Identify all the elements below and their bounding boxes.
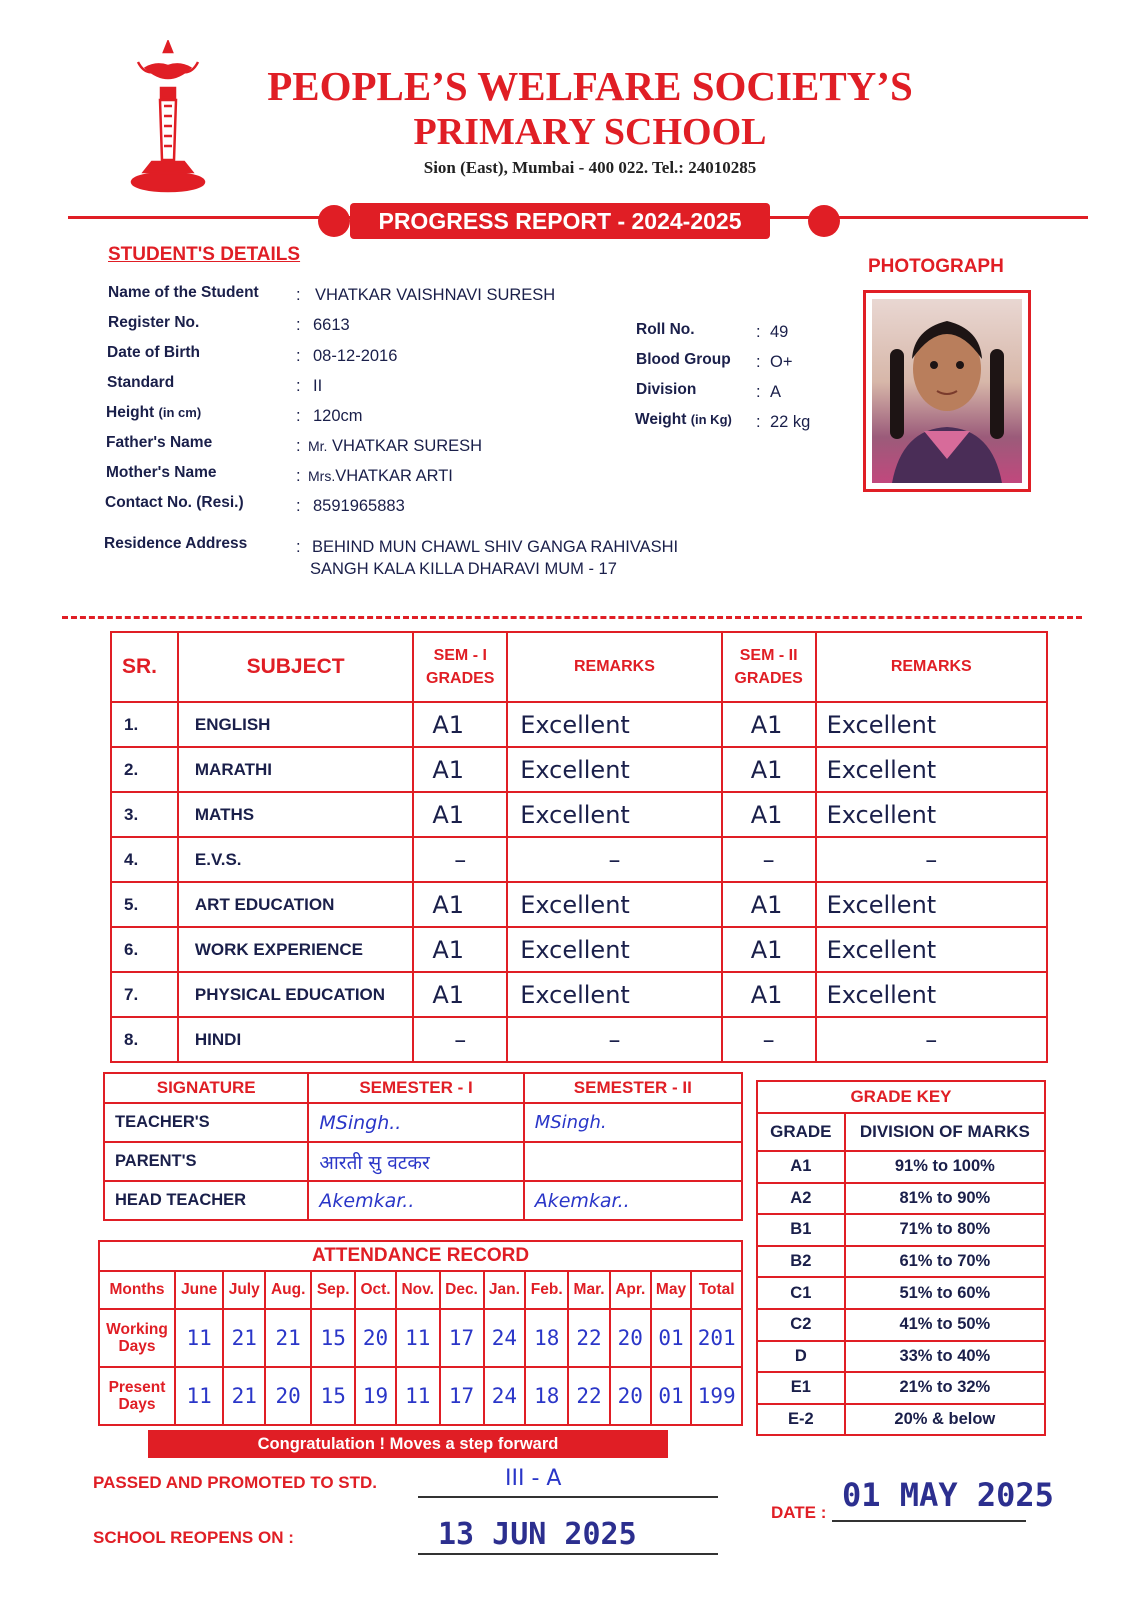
grade-key-range: 91% to 100%	[845, 1151, 1045, 1183]
father-prefix: Mr.	[308, 438, 328, 454]
present-days-value: 21	[223, 1367, 265, 1425]
month-header: June	[175, 1271, 223, 1309]
month-header: Jan.	[484, 1271, 526, 1309]
sem1-remark: Excellent	[507, 927, 722, 972]
sem1-remark: Excellent	[507, 702, 722, 747]
sem2-grade: A1	[722, 972, 816, 1017]
standard-value: II	[313, 377, 323, 395]
sem1-grade: –	[413, 837, 507, 882]
sem1-remark: –	[507, 837, 722, 882]
working-days-value: 201	[691, 1309, 742, 1367]
grade-key-table	[756, 1080, 1046, 1436]
present-days-value: 11	[175, 1367, 223, 1425]
parent-signature-sem2	[524, 1142, 742, 1181]
present-days-value: 22	[568, 1367, 610, 1425]
roll-number: 49	[770, 323, 789, 341]
subject-sr: 6.	[111, 927, 178, 972]
present-days-value: 15	[311, 1367, 355, 1425]
sem2-grade: A1	[722, 702, 816, 747]
height-colon: :	[296, 407, 301, 425]
working-days-value: 17	[440, 1309, 484, 1367]
address-line1: BEHIND MUN CHAWL SHIV GANGA RAHIVASHI	[312, 538, 679, 556]
subject-name: WORK EXPERIENCE	[178, 927, 413, 972]
height-label-text: Height	[106, 404, 155, 421]
banner-right-dot	[808, 205, 840, 237]
subject-sr: 4.	[111, 837, 178, 882]
attendance-title: ATTENDANCE RECORD	[99, 1241, 742, 1271]
school-name-line1: PEOPLE’S WELFARE SOCIETY’S	[267, 63, 913, 109]
working-days-value: 21	[265, 1309, 311, 1367]
division-colon: :	[756, 383, 761, 401]
sig-header-signature: SIGNATURE	[104, 1073, 308, 1103]
grade-key-range: 71% to 80%	[845, 1214, 1045, 1246]
month-header: July	[223, 1271, 265, 1309]
header-sem1-remarks: REMARKS	[507, 632, 722, 702]
division-value: A	[770, 383, 782, 401]
month-header: Nov.	[396, 1271, 440, 1309]
date-stamp: 01 MAY 2025	[842, 1476, 1054, 1514]
date-label: DATE :	[771, 1503, 827, 1522]
height-unit: (in cm)	[158, 405, 202, 420]
grade-key-row	[757, 1151, 1045, 1183]
subject-sr: 8.	[111, 1017, 178, 1062]
working-days-value: 15	[311, 1309, 355, 1367]
promoted-underline	[418, 1496, 718, 1498]
weight-label	[635, 411, 732, 429]
working-days-value: 18	[525, 1309, 568, 1367]
sem1-grade: A1	[413, 792, 507, 837]
subject-grades-table	[110, 631, 1048, 1063]
contact-number: 8591965883	[313, 497, 405, 515]
month-header: Apr.	[610, 1271, 651, 1309]
grade-key-row	[757, 1309, 1045, 1341]
student-portrait-illustration	[872, 299, 1022, 483]
sem2-grade: –	[722, 1017, 816, 1062]
working-days-value: 20	[610, 1309, 651, 1367]
grade-key-range: 41% to 50%	[845, 1309, 1045, 1341]
sem2-remark: Excellent	[816, 747, 1047, 792]
blood-colon: :	[756, 353, 761, 371]
name-colon: :	[296, 286, 301, 304]
subject-name: HINDI	[178, 1017, 413, 1062]
register-colon: :	[296, 316, 301, 334]
subject-name: ART EDUCATION	[178, 882, 413, 927]
present-days-label: Present Days	[99, 1367, 175, 1425]
subject-name: MARATHI	[178, 747, 413, 792]
subject-row	[111, 1017, 1047, 1062]
present-days-value: 11	[396, 1367, 440, 1425]
present-days-value: 01	[651, 1367, 692, 1425]
sig-header-sem1: SEMESTER - I	[308, 1073, 523, 1103]
grade-key-grade: E-2	[757, 1404, 845, 1436]
attendance-table	[98, 1240, 743, 1426]
sem1-remark: Excellent	[507, 747, 722, 792]
present-days-value: 24	[484, 1367, 526, 1425]
sem2-grade: A1	[722, 792, 816, 837]
month-header: Total	[691, 1271, 742, 1309]
subject-row	[111, 792, 1047, 837]
signature-table	[103, 1072, 743, 1221]
father-colon: :	[296, 437, 301, 455]
teacher-sign-label: TEACHER'S	[104, 1103, 308, 1142]
working-days-label: Working Days	[99, 1309, 175, 1367]
grade-key-row	[757, 1183, 1045, 1215]
present-days-value: 20	[265, 1367, 311, 1425]
grade-key-grade: A2	[757, 1183, 845, 1215]
subject-sr: 2.	[111, 747, 178, 792]
sem1-grade: A1	[413, 927, 507, 972]
father-name-text: VHATKAR SURESH	[332, 437, 483, 455]
parent-signature-sem1: आरती सु वटकर	[308, 1142, 523, 1181]
grade-key-grade: C2	[757, 1309, 845, 1341]
section-divider-dashed	[62, 616, 1082, 619]
sem1-remark: Excellent	[507, 882, 722, 927]
subject-name: E.V.S.	[178, 837, 413, 882]
header-sem1-grades: SEM - I GRADES	[413, 632, 507, 702]
head-teacher-sign-label: HEAD TEACHER	[104, 1181, 308, 1220]
contact-colon: :	[296, 497, 301, 515]
mother-label: Mother's Name	[106, 464, 217, 481]
working-days-value: 01	[651, 1309, 692, 1367]
teacher-signature-sem1: MSingh..	[308, 1103, 523, 1142]
sem2-remark: –	[816, 1017, 1047, 1062]
teacher-signature-sem2: MSingh.	[524, 1103, 742, 1142]
student-details-title: STUDENT'S DETAILS	[108, 244, 301, 265]
grade-key-col-grade: GRADE	[757, 1113, 845, 1151]
month-header: Aug.	[265, 1271, 311, 1309]
grade-key-grade: B2	[757, 1246, 845, 1278]
name-label: Name of the Student	[108, 284, 259, 301]
grade-key-grade: C1	[757, 1277, 845, 1309]
sem2-remark: Excellent	[816, 927, 1047, 972]
sem1-remark: –	[507, 1017, 722, 1062]
roll-label: Roll No.	[636, 321, 695, 338]
dob-colon: :	[296, 347, 301, 365]
sem2-remark: –	[816, 837, 1047, 882]
address-label: Residence Address	[104, 535, 248, 552]
subject-sr: 5.	[111, 882, 178, 927]
address-line2: SANGH KALA KILLA DHARAVI MUM - 17	[310, 560, 617, 578]
mother-colon: :	[296, 467, 301, 485]
sem2-remark: Excellent	[816, 792, 1047, 837]
student-photo-frame	[863, 290, 1031, 492]
address-colon: :	[296, 538, 301, 556]
subject-row	[111, 747, 1047, 792]
height-label	[106, 404, 201, 422]
grade-key-row	[757, 1372, 1045, 1404]
subject-name: PHYSICAL EDUCATION	[178, 972, 413, 1017]
working-days-value: 11	[175, 1309, 223, 1367]
header-sem2-grades: SEM - II GRADES	[722, 632, 816, 702]
working-days-value: 20	[355, 1309, 396, 1367]
roll-colon: :	[756, 323, 761, 341]
mother-name	[308, 467, 453, 486]
reopens-underline	[418, 1553, 718, 1555]
grade-key-range: 33% to 40%	[845, 1341, 1045, 1373]
dob-label: Date of Birth	[107, 344, 200, 361]
head-teacher-signature-sem2: Akemkar..	[524, 1181, 742, 1220]
sem1-remark: Excellent	[507, 792, 722, 837]
present-days-value: 19	[355, 1367, 396, 1425]
month-header: Mar.	[568, 1271, 610, 1309]
sem1-grade: A1	[413, 702, 507, 747]
register-label: Register No.	[108, 314, 200, 331]
header-subject: SUBJECT	[178, 632, 413, 702]
sem2-grade: A1	[722, 747, 816, 792]
date-underline	[832, 1520, 1026, 1522]
months-label: Months	[99, 1271, 175, 1309]
contact-label: Contact No. (Resi.)	[105, 494, 244, 511]
grade-key-row	[757, 1246, 1045, 1278]
sem2-remark: Excellent	[816, 882, 1047, 927]
grade-key-col-division: DIVISION OF MARKS	[845, 1113, 1045, 1151]
sem1-grade: A1	[413, 882, 507, 927]
photograph-title: PHOTOGRAPH	[868, 256, 1004, 277]
reopens-date-stamp: 13 JUN 2025	[438, 1517, 637, 1552]
parent-sign-label: PARENT'S	[104, 1142, 308, 1181]
sig-header-sem2: SEMESTER - II	[524, 1073, 742, 1103]
grade-key-row	[757, 1404, 1045, 1436]
month-header: Dec.	[440, 1271, 484, 1309]
congratulation-banner: Congratulation ! Moves a step forward	[148, 1430, 668, 1458]
grade-key-range: 61% to 70%	[845, 1246, 1045, 1278]
subject-sr: 3.	[111, 792, 178, 837]
header-sr: SR.	[111, 632, 178, 702]
grade-key-range: 81% to 90%	[845, 1183, 1045, 1215]
standard-label: Standard	[107, 374, 175, 391]
grade-key-title: GRADE KEY	[757, 1081, 1045, 1113]
standard-colon: :	[296, 377, 301, 395]
sem2-remark: Excellent	[816, 972, 1047, 1017]
sem2-remark: Excellent	[816, 702, 1047, 747]
subject-row	[111, 702, 1047, 747]
present-days-value: 199	[691, 1367, 742, 1425]
division-label: Division	[636, 381, 697, 398]
grade-key-row	[757, 1214, 1045, 1246]
height-value: 120cm	[313, 407, 363, 425]
grade-key-range: 20% & below	[845, 1404, 1045, 1436]
head-teacher-signature-sem1: Akemkar..	[308, 1181, 523, 1220]
month-header: Sep.	[311, 1271, 355, 1309]
mother-prefix: Mrs.	[308, 468, 336, 484]
sem1-remark: Excellent	[507, 972, 722, 1017]
father-name	[308, 437, 482, 456]
subject-row	[111, 837, 1047, 882]
father-label: Father's Name	[106, 434, 213, 451]
sem2-grade: –	[722, 837, 816, 882]
header-sem2-remarks: REMARKS	[816, 632, 1047, 702]
promoted-value: III - A	[505, 1466, 562, 1491]
sem1-grade: A1	[413, 972, 507, 1017]
mother-name-text: VHATKAR ARTI	[335, 467, 453, 485]
school-lamp-logo	[128, 40, 208, 195]
sem2-grade: A1	[722, 882, 816, 927]
working-days-value: 22	[568, 1309, 610, 1367]
banner-left-dot	[318, 205, 350, 237]
student-name: VHATKAR VAISHNAVI SURESH	[315, 286, 556, 304]
working-days-value: 11	[396, 1309, 440, 1367]
student-photo	[872, 299, 1022, 483]
subject-row	[111, 972, 1047, 1017]
month-header: Oct.	[355, 1271, 396, 1309]
subject-row	[111, 882, 1047, 927]
working-days-value: 21	[223, 1309, 265, 1367]
subject-sr: 1.	[111, 702, 178, 747]
sem2-grade: A1	[722, 927, 816, 972]
present-days-value: 18	[525, 1367, 568, 1425]
grade-key-grade: B1	[757, 1214, 845, 1246]
weight-colon: :	[756, 413, 761, 431]
sem1-grade: A1	[413, 747, 507, 792]
grade-key-row	[757, 1341, 1045, 1373]
subject-name: ENGLISH	[178, 702, 413, 747]
grade-key-range: 21% to 32%	[845, 1372, 1045, 1404]
blood-group: O+	[770, 353, 793, 371]
grade-key-grade: E1	[757, 1372, 845, 1404]
weight-label-text: Weight	[635, 411, 687, 428]
subject-table-header	[111, 632, 1047, 702]
school-name-line2: PRIMARY SCHOOL	[413, 111, 767, 153]
date-of-birth: 08-12-2016	[313, 347, 398, 365]
report-title-banner: PROGRESS REPORT - 2024-2025	[350, 203, 770, 239]
promoted-label: PASSED AND PROMOTED TO STD.	[93, 1473, 377, 1492]
weight-unit: (in Kg)	[690, 412, 732, 427]
grade-key-row	[757, 1277, 1045, 1309]
register-number: 6613	[313, 316, 350, 334]
grade-key-grade: A1	[757, 1151, 845, 1183]
month-header: Feb.	[525, 1271, 568, 1309]
grade-key-grade: D	[757, 1341, 845, 1373]
school-address: Sion (East), Mumbai - 400 022. Tel.: 24010285	[423, 158, 757, 177]
grade-key-range: 51% to 60%	[845, 1277, 1045, 1309]
subject-sr: 7.	[111, 972, 178, 1017]
working-days-value: 24	[484, 1309, 526, 1367]
subject-name: MATHS	[178, 792, 413, 837]
month-header: May	[651, 1271, 692, 1309]
sem1-grade: –	[413, 1017, 507, 1062]
weight-value: 22 kg	[770, 413, 811, 431]
present-days-value: 20	[610, 1367, 651, 1425]
blood-group-label: Blood Group	[636, 351, 731, 368]
subject-row	[111, 927, 1047, 972]
reopens-label: SCHOOL REOPENS ON :	[93, 1528, 294, 1547]
present-days-value: 17	[440, 1367, 484, 1425]
